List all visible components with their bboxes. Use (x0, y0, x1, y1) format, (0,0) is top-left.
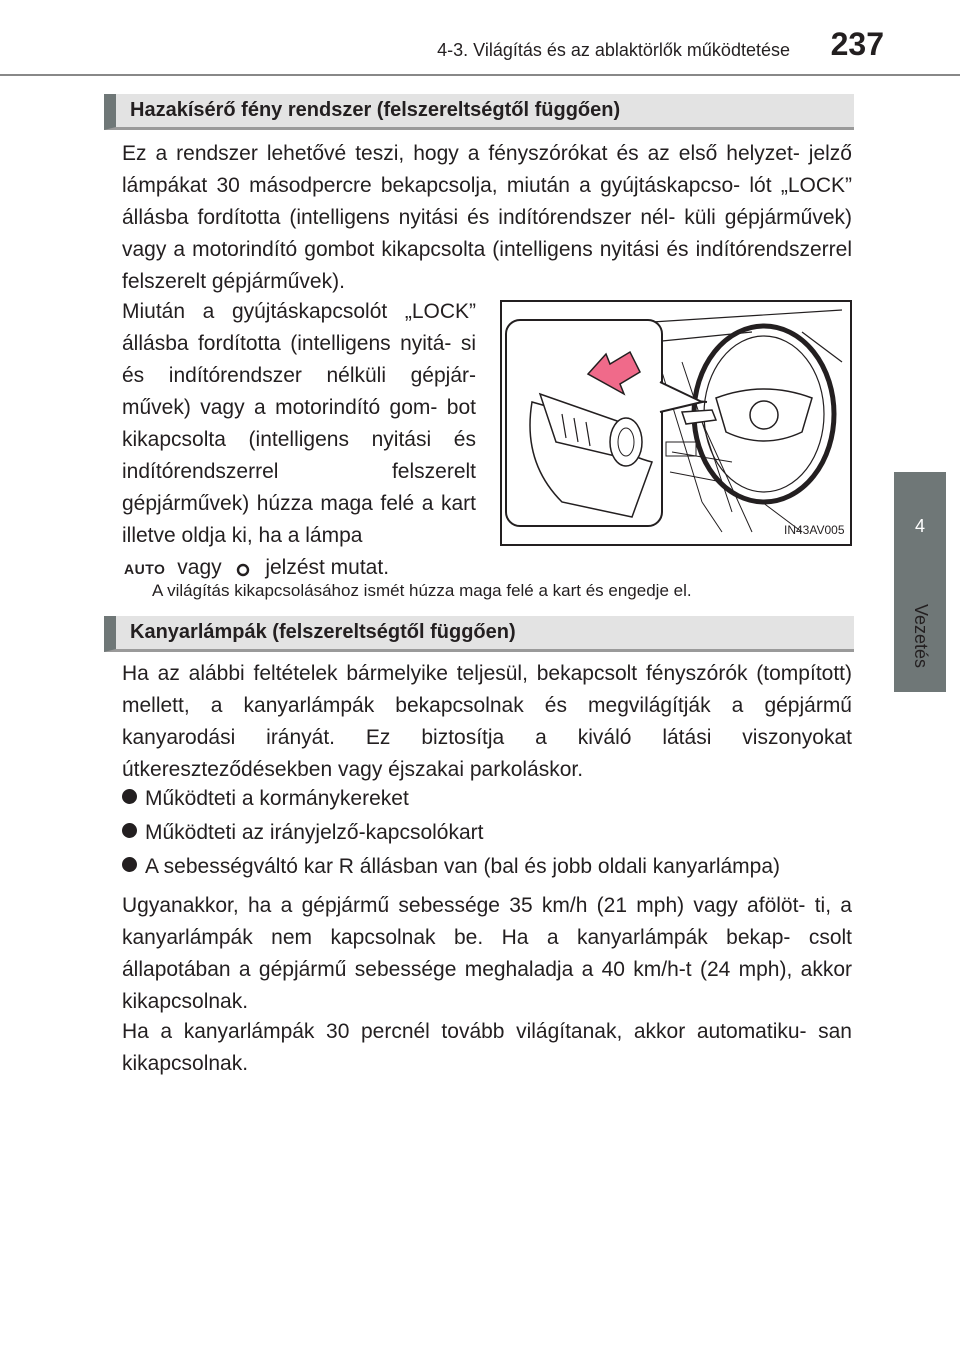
bullet-text: A sebességváltó kar R állásban van (bal és jobb oldali kanyarlámpa) (145, 855, 781, 878)
list-item (122, 818, 852, 848)
list-item (122, 784, 852, 814)
section-heading-cornering-lamps: Kanyarlámpák (felszereltségtől függően) (104, 616, 854, 652)
chapter-title: 4-3. Világítás és az ablaktörlők működtetése (437, 40, 790, 60)
section-heading-home-lighting: Hazakísérő fény rendszer (felszereltségtől függően) (104, 94, 854, 130)
page-number: 237 (830, 26, 884, 62)
section1-note: A világítás kikapcsolásához ismét húzza maga felé a kart és engedje el. (152, 581, 692, 600)
section2-paragraph-2: Ugyanakkor, ha a gépjármű sebessége 35 km/h (21 mph) vagy afölöt- ti, a kanyarlámpák nem kapcsolnak be. Ha a kanyarlámpák bekap- csolt állapotában a gépjármű sebessége meghaladja a 40 km/h-t (24 mph), akkor kikapcsolnak. (122, 894, 852, 1013)
list-item (122, 852, 852, 882)
section2-paragraph-3: Ha a kanyarlámpák 30 percnél tovább világítanak, akkor automatiku- san kikapcsolnak. (122, 1020, 852, 1075)
headlight-icon (233, 560, 253, 578)
figure-code: IN43AV005 (784, 523, 845, 537)
bullet-icon (122, 823, 137, 838)
steering-wheel-lever-drawing (502, 302, 850, 544)
word-or: vagy (177, 556, 222, 579)
section1-instruction (122, 296, 476, 585)
chapter-tab-label-wrap (894, 604, 946, 724)
section1-instruction-text: Miután a gyújtáskapcsolót „LOCK” állásba fordította (intelligens nyitá- si és indítórendszer nélküli gépjár- művek) vagy a motorindító gom- bot kikapcsolta (intelligens nyitási és indítórendszerrel felszerelt gépjárművek) húzza maga felé a kart illetve oldja ki, ha a lámpa (122, 300, 476, 547)
chapter-tab-number: 4 (914, 516, 925, 536)
lever-illustration (500, 300, 852, 546)
section1-intro: Ez a rendszer lehetővé teszi, hogy a fényszórókat és az első helyzet- jelző lámpákat 30 másodpercre bekapcsolja, miután a gyújtáskapcso- lót „LOCK” állásba fordította (intelligens nyitási és indítórendszer nél- küli gépjárművek) vagy a motorindító gombot kikapcsolta (intelligens nyitási és indítórendszerrel felszerelt gépjárművek). (122, 142, 852, 293)
section2-intro: Ha az alábbi feltételek bármelyike teljesül, bekapcsolt fényszórók (tompított) mellett, a kanyarlámpák bekapcsolnak és megvilágítják a gépjármű kanyarodási irányát. Ez biztosítja a kiváló látási viszonyokat útkereszteződésekben vagy éjszakai parkoláskor. (122, 662, 852, 781)
header-divider (0, 74, 960, 76)
bullet-text: Működteti a kormánykereket (145, 787, 409, 810)
bullet-text: Működteti az irányjelző-kapcsolókart (145, 821, 484, 844)
chapter-tab-label: Vezetés (911, 604, 931, 669)
bullet-icon (122, 857, 137, 872)
auto-lamp-icon: AUTO (124, 561, 166, 577)
bullet-icon (122, 789, 137, 804)
word-end: jelzést mutat. (265, 556, 390, 579)
